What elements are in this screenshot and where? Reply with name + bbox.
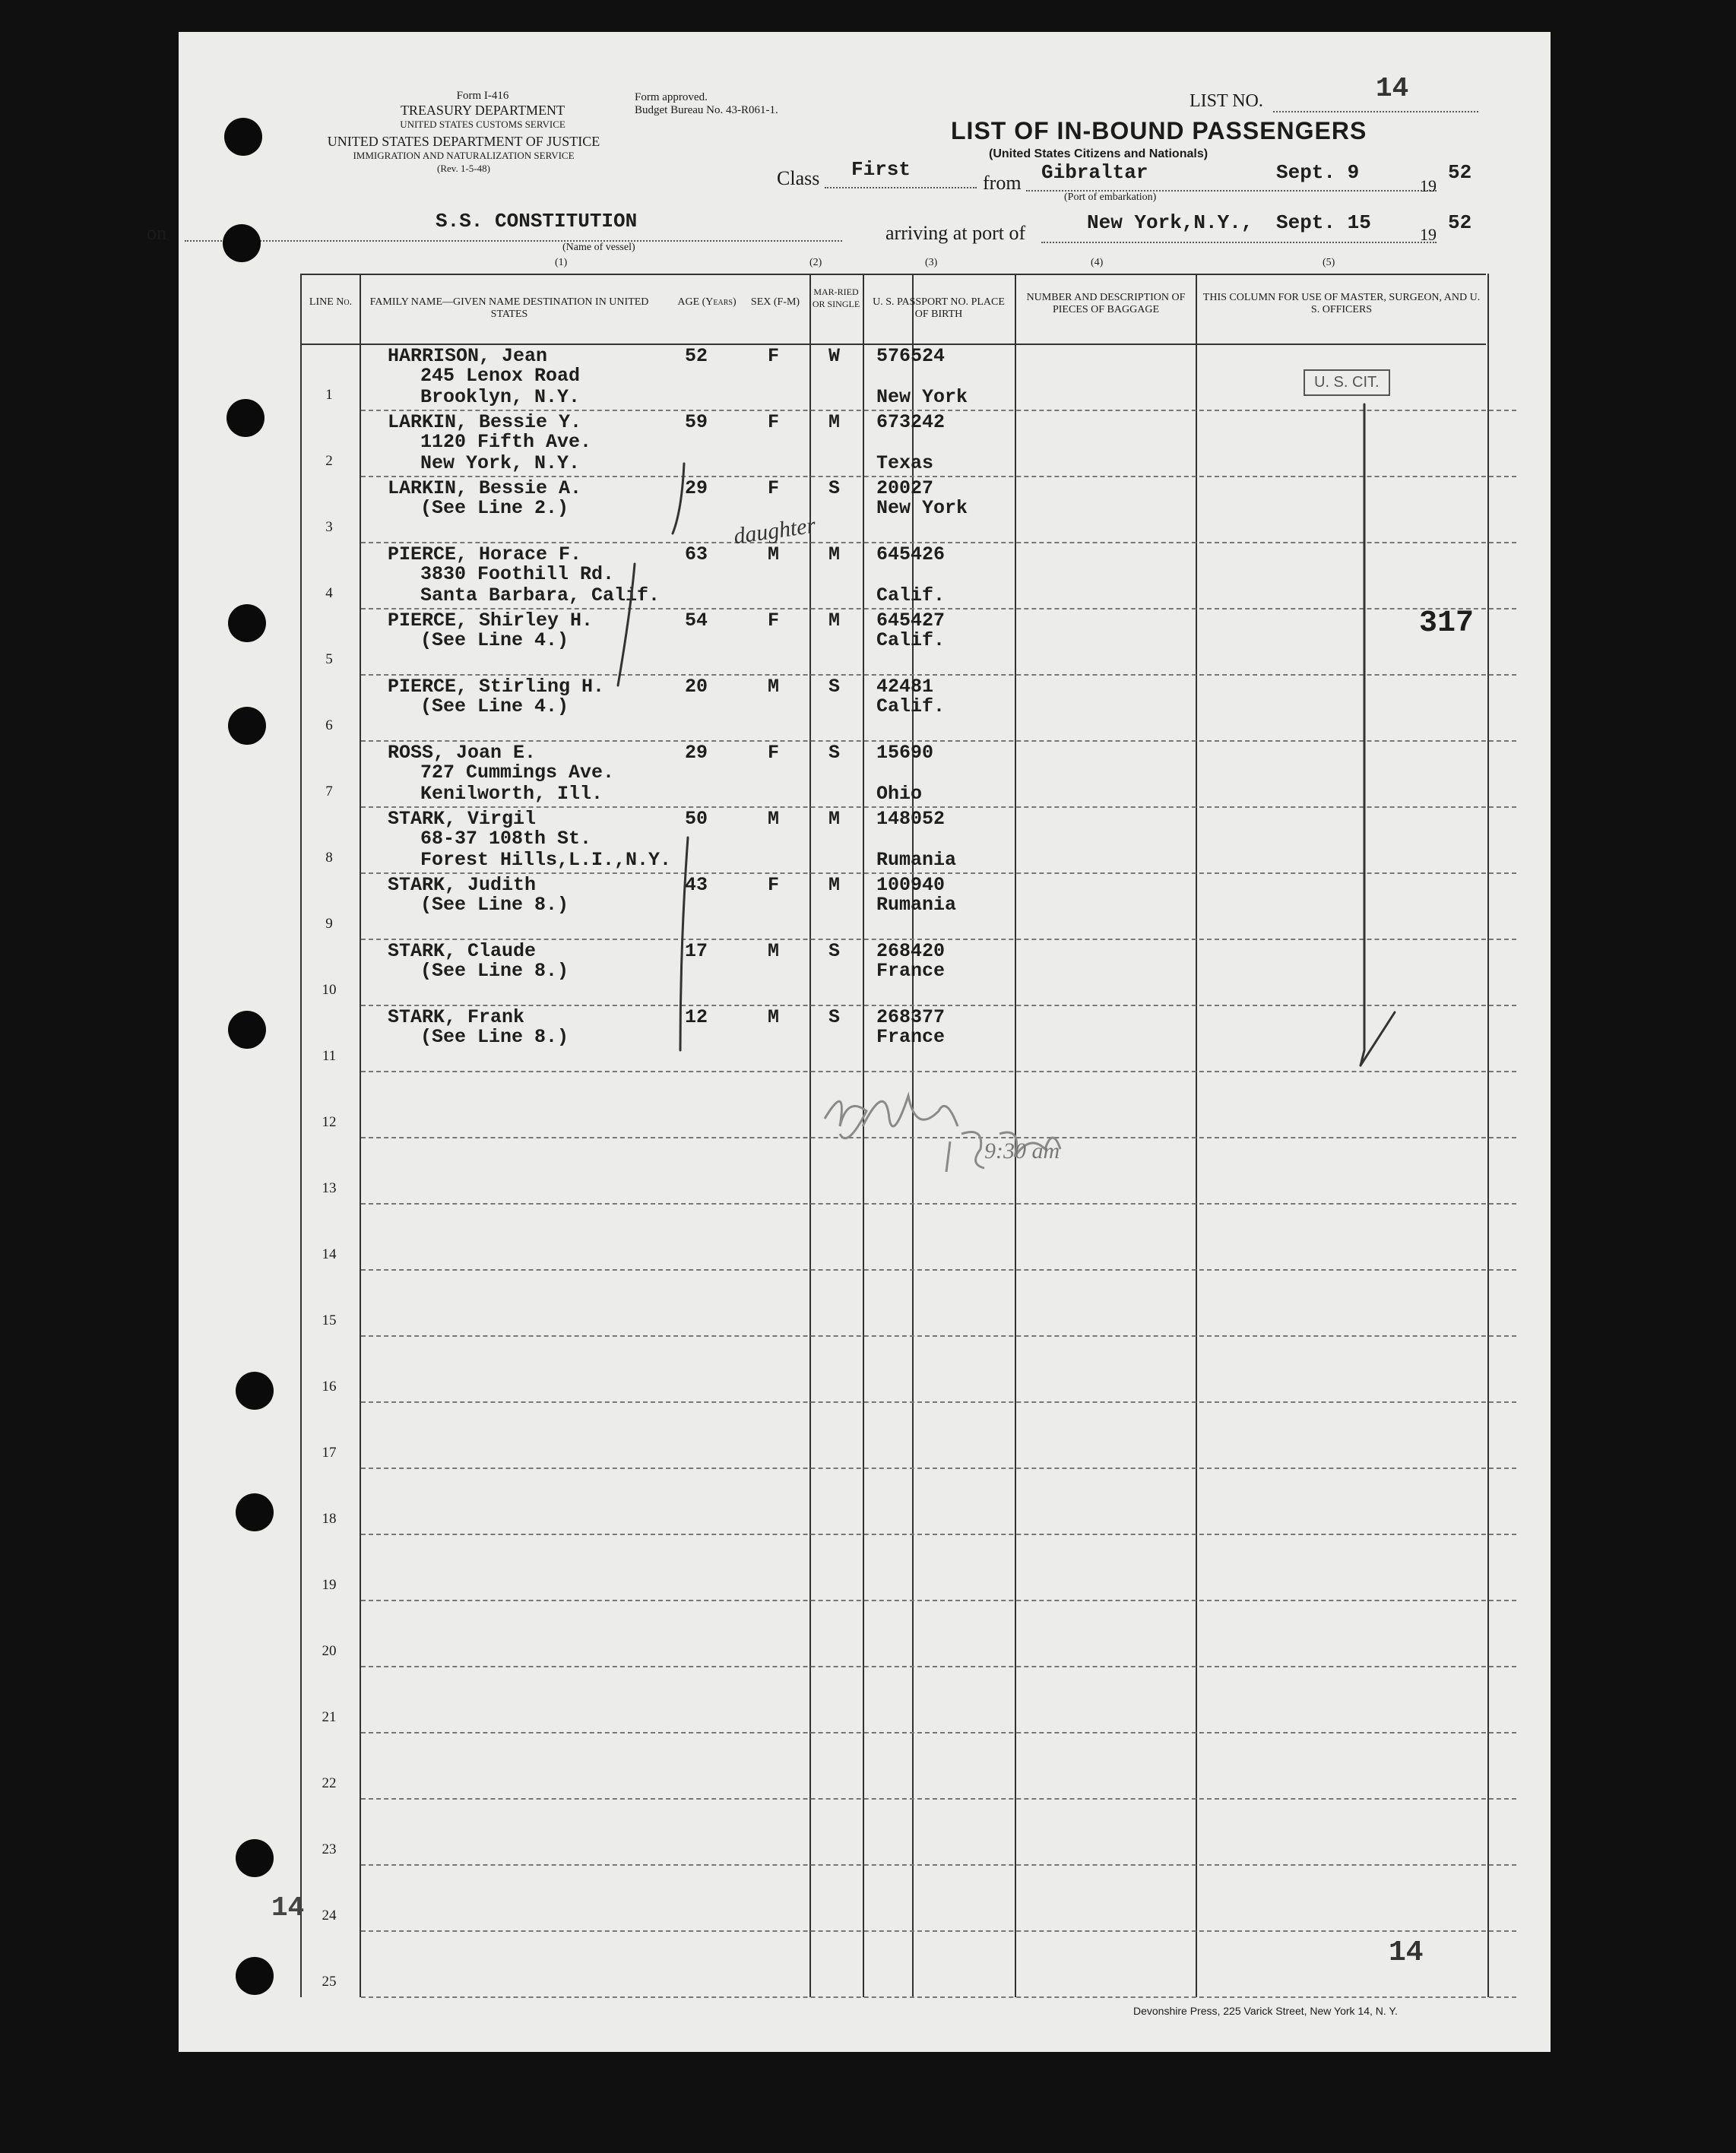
- passenger-age: 43: [685, 874, 708, 896]
- passenger-address: 3830 Foothill Rd.: [420, 563, 615, 585]
- passenger-city: New York, N.Y.: [420, 452, 581, 474]
- manifest-page: [147, 32, 1551, 2052]
- departure-year-prefix: 19: [1420, 176, 1437, 195]
- justice-dept: UNITED STATES DEPARTMENT OF JUSTICE: [327, 134, 600, 149]
- birth-place: Calif.: [876, 695, 946, 717]
- punch-hole: [228, 604, 266, 642]
- line-number: 24: [322, 1908, 337, 1923]
- punch-hole: [236, 1957, 274, 1995]
- printer-imprint: Devonshire Press, 225 Varick Street, New York 14, N. Y.: [1133, 2005, 1398, 2017]
- line-number: 15: [322, 1312, 337, 1328]
- passenger-address: (See Line 2.): [420, 497, 569, 519]
- arrival-date: Sept. 15: [1276, 211, 1371, 234]
- line-number: 25: [322, 1974, 337, 1990]
- passenger-sex: M: [768, 808, 780, 830]
- passenger-marital: M: [828, 609, 841, 632]
- passenger-name: PIERCE, Shirley H.: [388, 609, 594, 632]
- passenger-name: ROSS, Joan E.: [388, 742, 537, 764]
- passenger-name: LARKIN, Bessie Y.: [388, 411, 582, 433]
- immigration-service: IMMIGRATION AND NATURALIZATION SERVICE: [353, 150, 575, 161]
- handwritten-daughter: daughter: [732, 512, 818, 549]
- passenger-age: 63: [685, 543, 708, 565]
- passenger-marital: S: [828, 742, 841, 764]
- punch-hole: [223, 224, 261, 262]
- passenger-city: Santa Barbara, Calif.: [420, 584, 661, 606]
- on-label: on: [147, 222, 166, 244]
- passenger-address: (See Line 4.): [420, 695, 569, 717]
- passport-number: 268377: [876, 1006, 946, 1028]
- page-title: LIST OF IN-BOUND PASSENGERS: [951, 117, 1367, 144]
- form-number: Form I-416: [456, 90, 509, 102]
- passenger-address: (See Line 8.): [420, 960, 569, 982]
- line-number: 18: [322, 1511, 337, 1527]
- departure-year: 52: [1448, 161, 1472, 184]
- passenger-age: 52: [685, 345, 708, 367]
- passenger-address: (See Line 4.): [420, 629, 569, 651]
- arrival-year: 52: [1448, 211, 1472, 234]
- punch-hole: [236, 1493, 274, 1531]
- passenger-name: STARK, Judith: [388, 874, 537, 896]
- class-label: Class: [777, 167, 820, 189]
- passenger-marital: M: [828, 411, 841, 433]
- birth-place: Calif.: [876, 584, 946, 606]
- passenger-marital: S: [828, 940, 841, 962]
- passenger-city: Kenilworth, Ill.: [420, 783, 603, 805]
- passport-number: 148052: [876, 808, 946, 830]
- line-number: 20: [322, 1643, 337, 1659]
- passenger-sex: F: [768, 345, 780, 367]
- list-no-label: LIST NO.: [1190, 91, 1263, 111]
- passenger-marital: M: [828, 808, 841, 830]
- passenger-sex: F: [768, 477, 780, 499]
- passenger-address: 245 Lenox Road: [420, 365, 581, 387]
- line-number: 8: [325, 850, 333, 866]
- line-number: 10: [322, 982, 337, 998]
- line-number: 3: [325, 519, 333, 535]
- punch-hole: [236, 1372, 274, 1410]
- class-value: First: [851, 158, 911, 181]
- passenger-age: 29: [685, 477, 708, 499]
- passenger-age: 20: [685, 676, 708, 698]
- birth-place: Rumania: [876, 894, 957, 916]
- passenger-address: (See Line 8.): [420, 894, 569, 916]
- passenger-marital: S: [828, 1006, 841, 1028]
- passenger-name: STARK, Frank: [388, 1006, 525, 1028]
- line-number: 22: [322, 1775, 337, 1791]
- passenger-name: STARK, Claude: [388, 940, 537, 962]
- line-number: 19: [322, 1577, 337, 1593]
- passenger-address: (See Line 8.): [420, 1026, 569, 1048]
- passenger-city: Brooklyn, N.Y.: [420, 386, 581, 408]
- punch-hole: [227, 399, 265, 437]
- us-citizen-stamp: U. S. CIT.: [1304, 369, 1390, 396]
- passenger-marital: S: [828, 477, 841, 499]
- col-num-1: (1): [555, 257, 568, 268]
- passenger-age: 29: [685, 742, 708, 764]
- col-header-passport: U. S. PASSPORT NO. PLACE OF BIRTH: [873, 296, 1005, 320]
- col-header-line: LINE No.: [309, 296, 353, 308]
- line-number: 9: [325, 916, 333, 932]
- birth-place: Ohio: [876, 783, 923, 805]
- passport-number: 100940: [876, 874, 946, 896]
- col-num-4: (4): [1091, 257, 1104, 268]
- passport-number: 645426: [876, 543, 946, 565]
- col-header-name: FAMILY NAME—GIVEN NAME DESTINATION IN UNITED STATES: [369, 296, 649, 320]
- arriving-label: arriving at port of: [885, 222, 1026, 244]
- revision: (Rev. 1-5-48): [437, 163, 490, 174]
- line-number: 2: [325, 453, 333, 469]
- side-number: 317: [1419, 606, 1475, 641]
- line-number: 5: [325, 651, 333, 667]
- passenger-name: HARRISON, Jean: [388, 345, 548, 367]
- line-number: 1: [325, 387, 333, 403]
- vessel-caption: (Name of vessel): [562, 242, 635, 253]
- passenger-address: 68-37 108th St.: [420, 828, 592, 850]
- line-number: 6: [325, 717, 333, 733]
- line-number: 4: [325, 585, 333, 601]
- passenger-marital: W: [828, 345, 841, 367]
- birth-place: Calif.: [876, 629, 946, 651]
- handwritten-marks: [179, 32, 1551, 2052]
- passenger-name: LARKIN, Bessie A.: [388, 477, 582, 499]
- passenger-sex: F: [768, 411, 780, 433]
- passenger-sex: M: [768, 676, 780, 698]
- passport-number: 42481: [876, 676, 934, 698]
- budget-bureau: Budget Bureau No. 43-R061-1.: [635, 104, 778, 116]
- birth-place: Rumania: [876, 849, 957, 871]
- line-number: 13: [322, 1180, 337, 1196]
- passenger-age: 12: [685, 1006, 708, 1028]
- margin-number: 14: [271, 1892, 305, 1923]
- passenger-sex: F: [768, 742, 780, 764]
- line-number: 17: [322, 1445, 337, 1461]
- passenger-marital: M: [828, 543, 841, 565]
- line-number: 11: [322, 1048, 337, 1064]
- passenger-age: 59: [685, 411, 708, 433]
- port-embarkation-caption: (Port of embarkation): [1064, 192, 1157, 203]
- line-number: 7: [325, 784, 333, 799]
- passport-number: 673242: [876, 411, 946, 433]
- col-header-baggage: NUMBER AND DESCRIPTION OF PIECES OF BAGGAGE: [1026, 292, 1186, 315]
- passenger-sex: M: [768, 940, 780, 962]
- punch-hole: [236, 1839, 274, 1877]
- passenger-name: STARK, Virgil: [388, 808, 537, 830]
- col-num-3: (3): [925, 257, 938, 268]
- col-header-sex: SEX (F-M): [750, 296, 800, 308]
- vessel-name: S.S. CONSTITUTION: [436, 210, 638, 233]
- passenger-sex: F: [768, 609, 780, 632]
- passenger-age: 17: [685, 940, 708, 962]
- line-number: 16: [322, 1379, 337, 1395]
- list-no-value: 14: [1376, 73, 1409, 104]
- handwritten-time: 9:30 am: [984, 1138, 1060, 1164]
- passport-number: 15690: [876, 742, 934, 764]
- passenger-sex: M: [768, 543, 780, 565]
- line-number: 23: [322, 1841, 337, 1857]
- bottom-number: 14: [1389, 1936, 1424, 1969]
- col-num-5: (5): [1323, 257, 1335, 268]
- col-header-married: MAR-RIED OR SINGLE: [812, 287, 860, 309]
- passenger-name: PIERCE, Horace F.: [388, 543, 582, 565]
- from-label: from: [983, 172, 1022, 194]
- punch-hole: [228, 1011, 266, 1049]
- birth-place: France: [876, 1026, 946, 1048]
- col-header-officers: THIS COLUMN FOR USE OF MASTER, SURGEON, AND U. S. OFFICERS: [1202, 292, 1481, 315]
- customs-service: UNITED STATES CUSTOMS SERVICE: [400, 119, 565, 130]
- passenger-address: 1120 Fifth Ave.: [420, 431, 592, 453]
- birth-place: France: [876, 960, 946, 982]
- punch-hole: [228, 707, 266, 745]
- passport-number: 576524: [876, 345, 946, 367]
- passenger-age: 50: [685, 808, 708, 830]
- passport-number: 645427: [876, 609, 946, 632]
- punch-hole: [224, 118, 262, 156]
- line-number: 14: [322, 1246, 337, 1262]
- birth-place: New York: [876, 386, 968, 408]
- passenger-city: Forest Hills,L.I.,N.Y.: [420, 849, 672, 871]
- passport-number: 268420: [876, 940, 946, 962]
- line-number: 12: [322, 1114, 337, 1130]
- passenger-marital: S: [828, 676, 841, 698]
- passport-number: 20027: [876, 477, 934, 499]
- passenger-sex: F: [768, 874, 780, 896]
- from-port: Gibraltar: [1041, 161, 1148, 184]
- passenger-name: PIERCE, Stirling H.: [388, 676, 605, 698]
- arrival-year-prefix: 19: [1420, 225, 1437, 244]
- col-num-2: (2): [809, 257, 822, 268]
- passenger-address: 727 Cummings Ave.: [420, 761, 615, 784]
- col-header-age: AGE (Years): [677, 296, 737, 308]
- passenger-sex: M: [768, 1006, 780, 1028]
- page-subtitle: (United States Citizens and Nationals): [989, 147, 1209, 160]
- departure-date: Sept. 9: [1276, 161, 1360, 184]
- passenger-marital: M: [828, 874, 841, 896]
- birth-place: New York: [876, 497, 968, 519]
- passenger-age: 54: [685, 609, 708, 632]
- treasury-dept: TREASURY DEPARTMENT: [400, 103, 565, 118]
- line-number: 21: [322, 1709, 337, 1725]
- arrival-port: New York,N.Y.,: [1087, 211, 1253, 234]
- form-approved: Form approved.: [635, 91, 708, 103]
- birth-place: Texas: [876, 452, 934, 474]
